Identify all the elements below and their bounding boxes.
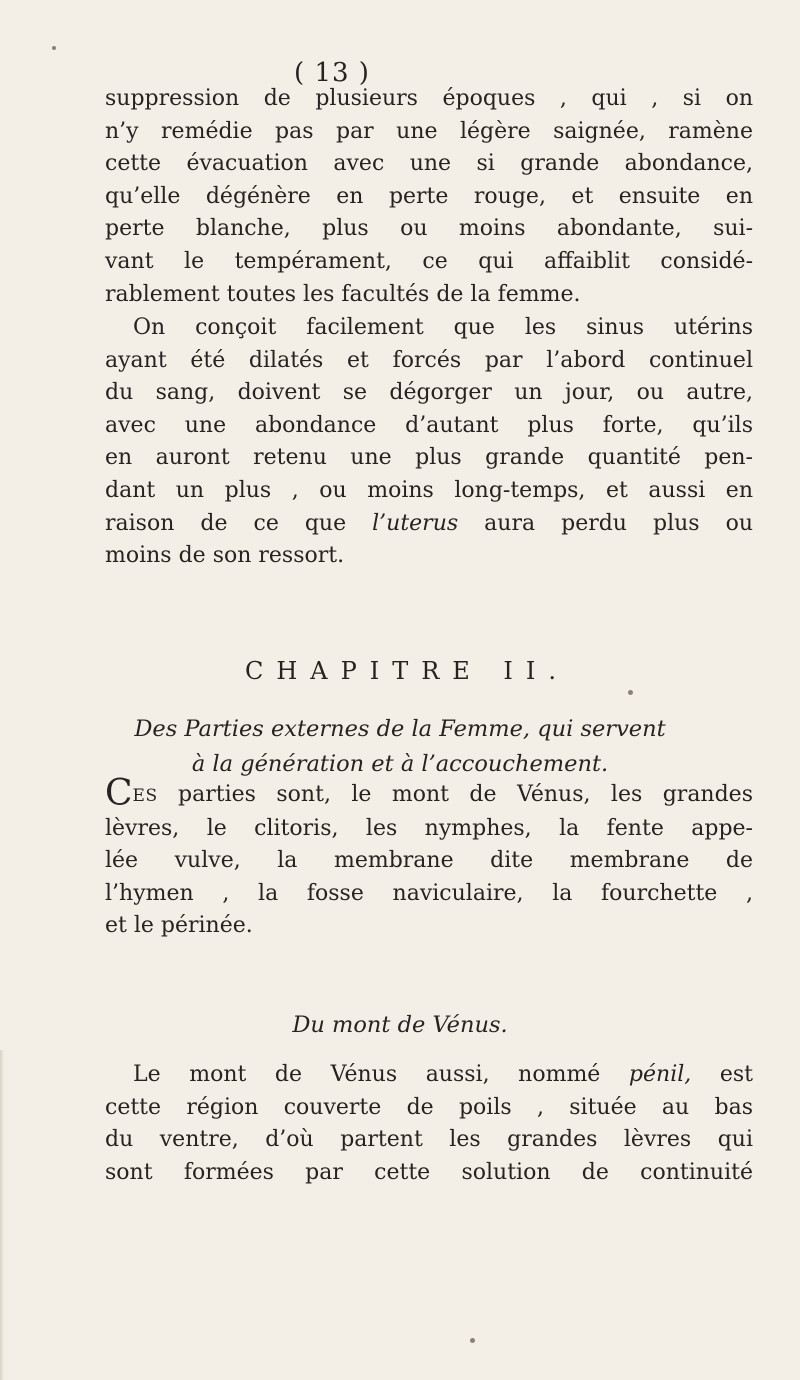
chapter-heading: CHAPITRE II. — [244, 657, 570, 685]
text-line: ayant été dilatés et forcés par l’abord continuel — [105, 347, 753, 373]
drop-cap: C — [105, 773, 133, 814]
text-line: dant un plus , ou moins long-temps, et aussi en — [105, 477, 753, 503]
text-line: perte blanche, plus ou moins abondante, sui- — [105, 216, 753, 242]
text-line: suppression de plusieurs époques , qui , si on — [105, 86, 753, 111]
text-line: rablement toutes les facultés de la femme. — [105, 281, 581, 307]
text-line: du ventre, d’où partent les grandes lèvres qui — [105, 1127, 753, 1153]
text-line: en auront retenu une plus grande quantité pen- — [105, 445, 753, 471]
text-fragment: aura perdu plus ou — [458, 510, 753, 536]
paragraph-4 — [105, 1059, 753, 1189]
text-line: vant le tempérament, ce qui affaiblit considé- — [105, 248, 753, 274]
text-line: qu’elle dégénère en perte rouge, et ensuite en — [105, 183, 753, 209]
text-fragment: parties sont, le mont de Vénus, les grandes — [157, 782, 753, 807]
text-line — [105, 1059, 753, 1092]
text-fragment: est — [691, 1062, 753, 1087]
page-number: ( 13 ) — [294, 58, 370, 88]
paper-speck — [628, 690, 633, 695]
section-title-line: Des Parties externes de la Femme, qui servent — [134, 716, 666, 742]
text-line — [105, 773, 753, 814]
text-fragment: raison de ce que — [105, 510, 373, 536]
small-caps-text: ES — [132, 786, 158, 806]
text-fragment: Le mont de Vénus aussi, nommé — [133, 1062, 629, 1087]
paper-speck — [52, 46, 56, 50]
text-line: moins de son ressort. — [105, 543, 345, 569]
text-line: cette évacuation avec une si grande abondance, — [105, 151, 753, 177]
text-line: lée vulve, la membrane dite membrane de — [105, 848, 753, 874]
text-line: l’hymen , la fosse naviculaire, la fourchette , — [105, 880, 753, 906]
text-line: du sang, doivent se dégorger un jour, ou autre, — [105, 380, 753, 406]
italic-term: pénil, — [628, 1062, 692, 1087]
paper-speck — [470, 1338, 475, 1343]
text-line: avec une abondance d’autant plus forte, qu’ils — [105, 412, 753, 438]
section-title-line: à la génération et à l’accouchement. — [191, 751, 609, 777]
paragraph-1 — [105, 83, 753, 311]
page-edge-shadow — [0, 1050, 4, 1380]
text-line: cette région couverte de poils , située au bas — [105, 1094, 753, 1120]
italic-term: l’uterus — [372, 510, 459, 536]
paragraph-2 — [105, 312, 753, 573]
text-line: sont formées par cette solution de continuité — [105, 1159, 753, 1185]
text-line: n’y remédie pas par une légère saignée, ramène — [105, 118, 753, 144]
text-line: et le périnée. — [105, 913, 253, 939]
text-line: On conçoit facilement que les sinus utérins — [133, 315, 753, 340]
text-line — [105, 508, 753, 541]
text-line: lèvres, le clitoris, les nymphes, la fente appe- — [105, 815, 753, 841]
paragraph-3 — [105, 773, 753, 943]
subheading: Du mont de Vénus. — [292, 1012, 508, 1038]
